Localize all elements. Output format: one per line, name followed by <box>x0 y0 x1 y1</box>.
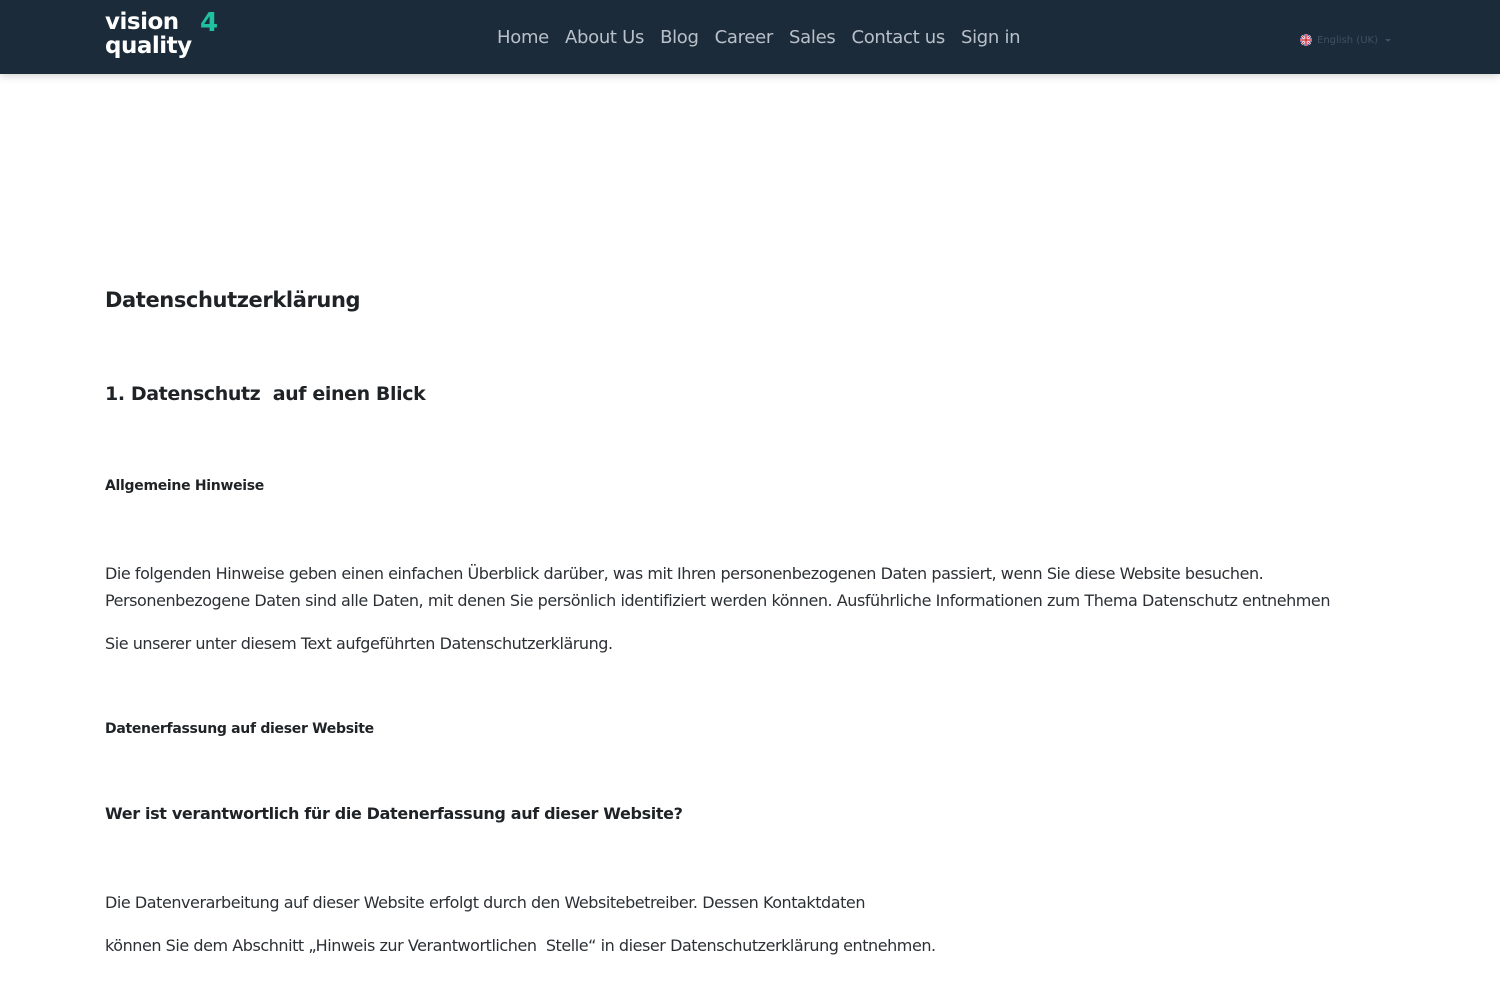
paragraph-general-notes-continued: Sie unserer unter diesem Text aufgeführten Datenschutzerklärung. <box>105 634 613 653</box>
paragraph-general-notes: Die folgenden Hinweise geben einen einfachen Überblick darüber, was mit Ihren personenbezogenen Daten passiert, wenn Sie diese Website besuchen. Personenbezogene Daten sind alle Daten, mit denen Sie persönlich identifiziert werden können. Ausführliche Informationen zum Thema Datenschutz entnehmen <box>105 564 1331 610</box>
paragraph-responsible-party: Die Datenverarbeitung auf dieser Website erfolgt durch den Websitebetreiber. Dessen Kontaktdaten <box>105 893 866 912</box>
nav-item-contact-us[interactable]: Contact us <box>851 27 945 48</box>
subheading-general-notes: Allgemeine Hinweise <box>105 478 265 494</box>
nav-item-sign-in[interactable]: Sign in <box>960 27 1021 48</box>
logo-accent-four: 4 <box>200 8 219 38</box>
top-navbar <box>0 0 1500 74</box>
page-title: Datenschutzerklärung <box>105 288 361 312</box>
uk-flag-icon <box>1300 34 1312 46</box>
vision4quality-logo[interactable] <box>105 9 223 63</box>
logo-text-quality: quality <box>105 33 192 59</box>
chevron-down-icon <box>1385 39 1391 42</box>
subheading-data-collection: Datenerfassung auf dieser Website <box>105 721 374 737</box>
nav-item-about-us[interactable]: About Us <box>564 27 645 48</box>
logo-text-vision: vision <box>105 9 179 35</box>
question-responsible-party: Wer ist verantwortlich für die Datenerfassung auf dieser Website? <box>105 804 683 823</box>
section-heading-overview: 1. Datenschutz auf einen Blick <box>105 383 426 405</box>
nav-item-career[interactable]: Career <box>714 27 774 48</box>
main-nav <box>489 24 1028 52</box>
language-label: English (UK) <box>1317 34 1378 46</box>
paragraph-responsible-party-continued: können Sie dem Abschnitt „Hinweis zur Verantwortlichen Stelle“ in dieser Datenschutzerklärung entnehmen. <box>105 936 936 955</box>
language-selector[interactable] <box>1300 32 1391 48</box>
nav-item-home[interactable]: Home <box>497 27 549 48</box>
nav-item-blog[interactable]: Blog <box>660 27 699 48</box>
nav-item-sales[interactable]: Sales <box>789 27 836 48</box>
